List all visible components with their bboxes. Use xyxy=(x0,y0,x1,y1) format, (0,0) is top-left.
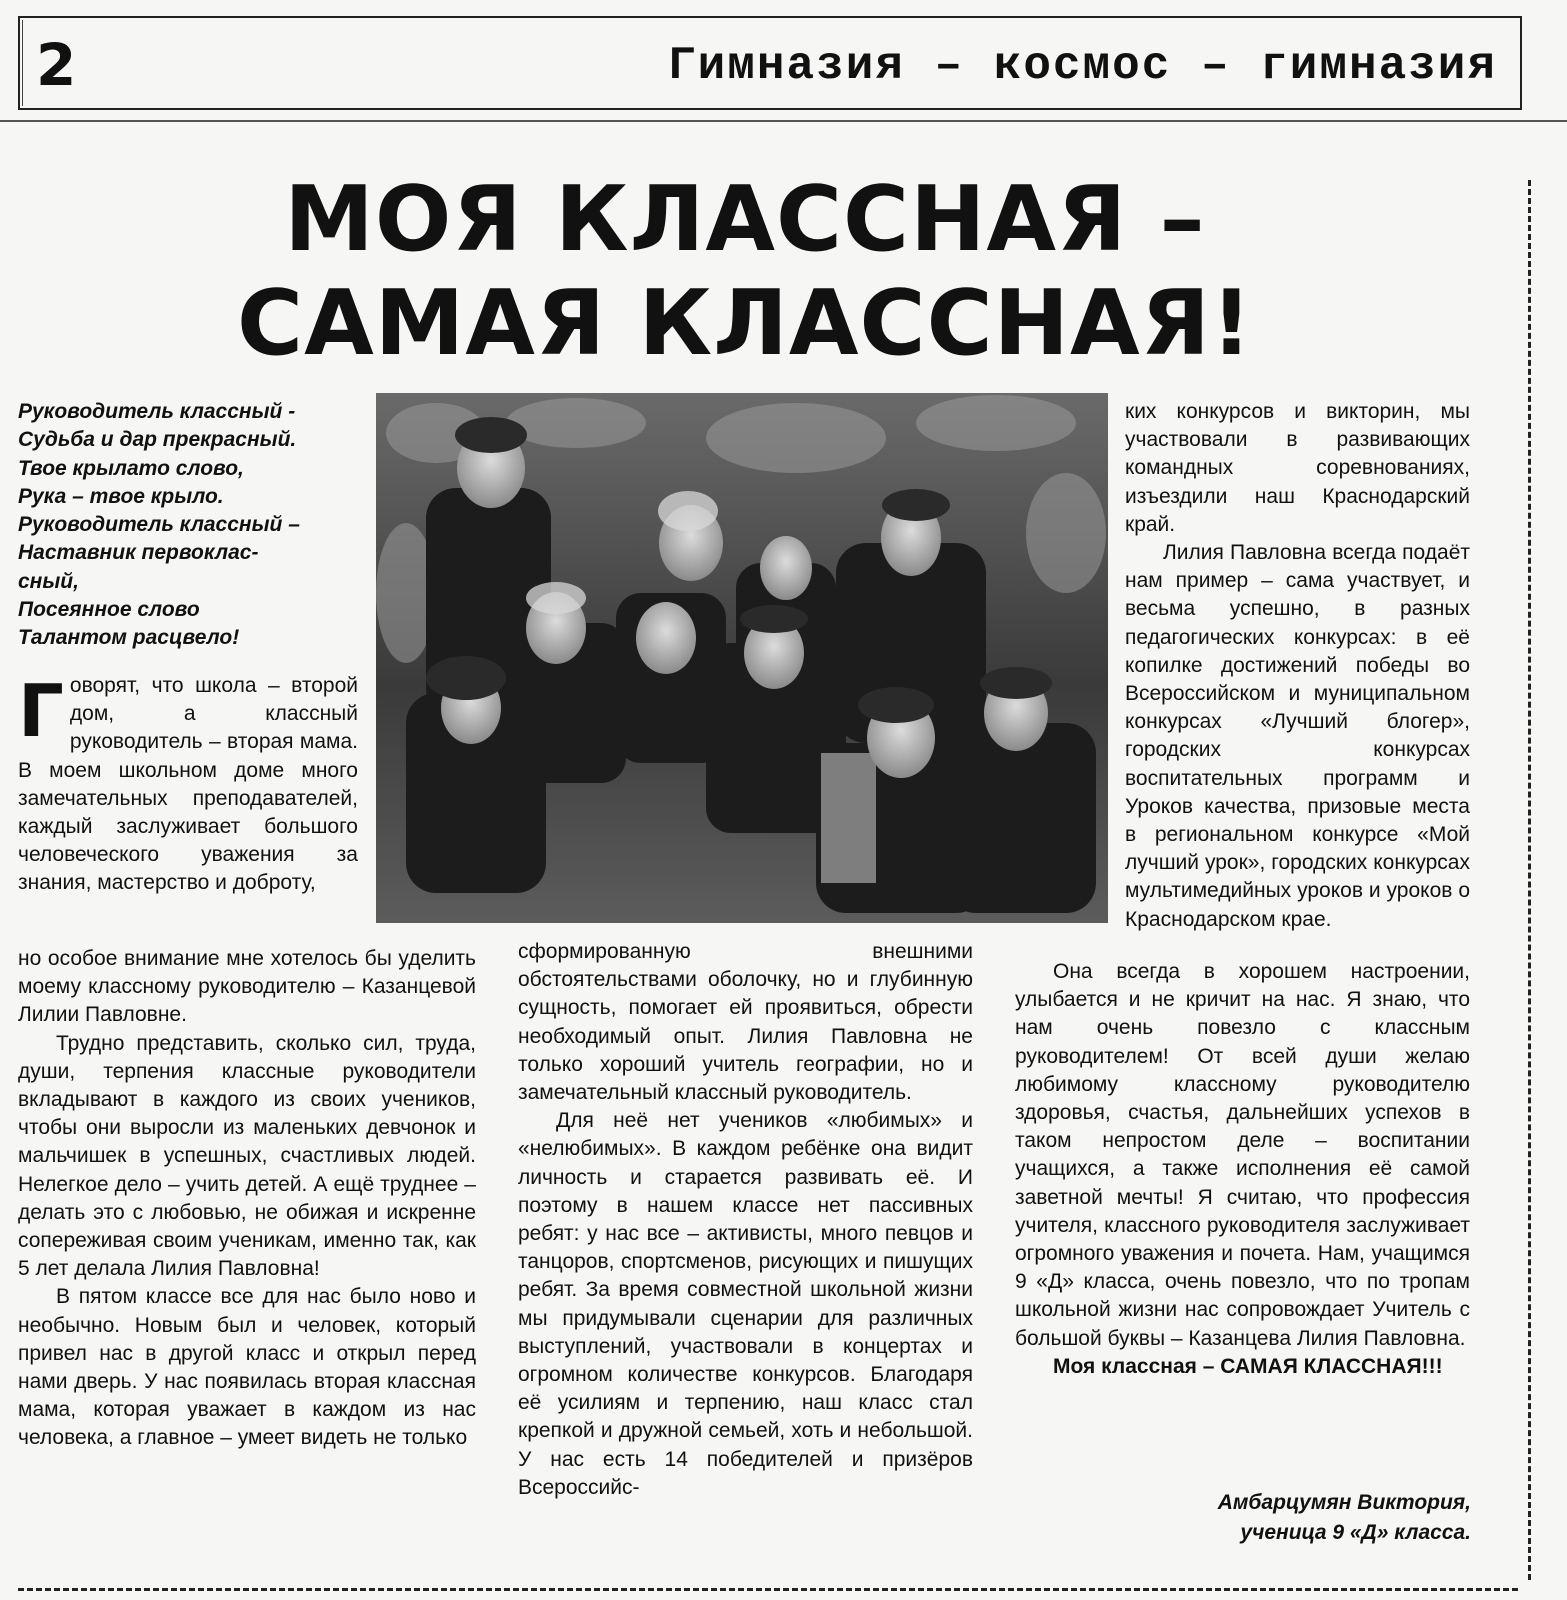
poem-line: Наставник первоклас- xyxy=(18,541,259,565)
headline xyxy=(180,168,1310,376)
article-column-1-bottom xyxy=(18,945,476,1453)
poem-line: Руководитель классный – xyxy=(18,513,300,537)
poem-line: Рука – твое крыло. xyxy=(18,484,224,508)
poem-line: сный, xyxy=(18,569,79,593)
article-paragraph: В пятом классе все для нас было ново и необычно. Новым был и человек, который привел нас в другой класс и открыл перед нами дверь. У нас появилась вторая классная мама, которая уважает в каждом из нас человека, а главное – умеет видеть не только xyxy=(18,1285,476,1450)
article-paragraph: Лилия Павловна всегда подаёт нам пример – сама участвует, и весьма успешно, в разных педагогических конкурсах: в её копилке достижений победы во Всероссийском и муниципальном конкурсах «Лучший блогер», городских конкурсах воспитательных программ и Уроков качества, призовые места в региональном конкурсе «Мой лучший урок», городских конкурсах мультимедийных уроков и уроков о Краснодарском крае. xyxy=(1125,541,1470,931)
drop-cap: Г xyxy=(18,669,64,753)
poem xyxy=(18,398,363,653)
article-paragraph: сформированную внешними обстоятельствами оболочку, но и глубинную сущность, помогает ей проявиться, обрести необходимый опыт. Лилия Павловна не только хороший учитель географии, но и замечательный классный руководитель. xyxy=(518,940,973,1105)
article-paragraph: ких конкурсов и викторин, мы участвовали в развивающих командных соревнованиях, изъездили наш Краснодарский край. xyxy=(1125,400,1470,536)
article-paragraph: Для неё нет учеников «любимых» и «нелюбимых». В каждом ребёнке она видит личность и старается развивать её. И поэтому в нашем классе нет пассивных ребят: у нас все – активисты, много певцов и танцоров, спортсменов, рисующих и пишущих ребят. За время совместной школьной жизни мы придумывали сценарии для различных выступлений, участвовали в концертах и огромном количестве конкурсов. Благодаря её усилиям и терпению, наш класс стал крепкой и дружной семьей, хоть и небольшой. У нас есть 14 победителей и призёров Всероссийс- xyxy=(518,1109,973,1499)
header-rule xyxy=(0,120,1567,122)
closing-line: Моя классная – САМАЯ КЛАССНАЯ!!! xyxy=(1053,1354,1443,1378)
article-paragraph: Она всегда в хорошем настроении, улыбается и не кричит на нас. Я знаю, что нам очень повезло с классным руководителем! От всей души желаю любимому классному руководителю здоровья, счастья, дальнейших успехов в таком непростом деле – воспитании учащихся, а также исполнения её самой заветной мечты! Я считаю, что профессия учителя, классного руководителя заслуживает огромного уважения и почета. Нам, учащимся 9 «Д» класса, очень повезло, что по тропам школьной жизни нас сопровождает Учитель с большой буквы – Казанцева Лилия Павловна. xyxy=(1015,960,1470,1350)
headline-line-1: МОЯ КЛАССНАЯ – xyxy=(284,167,1206,272)
poem-line: Руководитель классный - xyxy=(18,400,296,423)
author-signature xyxy=(1218,1488,1471,1548)
author-name: Амбарцумян Виктория, xyxy=(1217,1491,1471,1514)
article-column-3-top xyxy=(1125,398,1470,934)
author-role: ученица 9 «Д» класса. xyxy=(1240,1521,1471,1544)
page-number: 2 xyxy=(36,31,77,99)
section-title: Гимназия – космос – гимназия xyxy=(668,40,1497,92)
bottom-dashed-border xyxy=(18,1588,1518,1591)
right-dashed-border xyxy=(1528,180,1531,1580)
article-column-1-top xyxy=(18,669,358,898)
poem-line: Твое крылато слово, xyxy=(18,456,244,480)
poem-line: Судьба и дар прекрасный. xyxy=(18,428,297,452)
article-paragraph: Трудно представить, сколько сил, труда, души, терпения классные руководители вкладывают в каждого из своих учеников, чтобы они выросли из маленьких девчонок и мальчишек в успешных, счастливых людей. Нелегкое дело – учить детей. А ещё труднее – делать это с любовью, не обижая и искренне сопереживая своим ученикам, именно так, как 5 лет делала Лилия Павловна! xyxy=(18,1031,476,1281)
article-paragraph: Говорят, что школа – второй дом, а классный руководитель – вторая мама. В моем школьном доме много замечательных преподавателей, каждый заслуживает большого человеческого уважения за знания, мастерство и доброту, xyxy=(18,669,358,895)
class-photo xyxy=(376,393,1108,923)
article-column-2 xyxy=(518,938,973,1502)
poem-line: Талантом расцвело! xyxy=(18,626,240,650)
headline-line-2: САМАЯ КЛАССНАЯ! xyxy=(237,271,1253,376)
article-paragraph: но особое внимание мне хотелось бы уделить моему классному руководителю – Казанцевой Лилии Павловне. xyxy=(18,947,476,1027)
article-column-3-bottom xyxy=(1015,958,1470,1381)
poem-line: Посеянное слово xyxy=(18,598,200,622)
